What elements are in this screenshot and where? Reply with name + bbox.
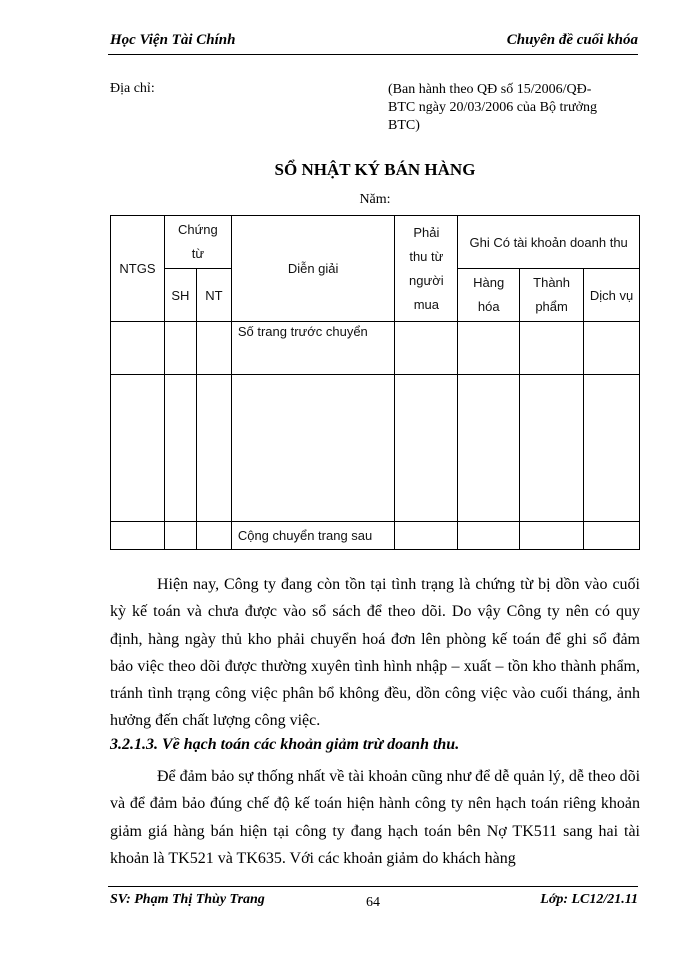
section-heading: 3.2.1.3. Về hạch toán các khoản giảm trừ doanh thu. bbox=[110, 736, 460, 753]
header-voucher-line: từ bbox=[191, 246, 205, 261]
decree-line: BTC) bbox=[388, 118, 420, 133]
year-label: Năm: bbox=[359, 192, 391, 207]
header-description: Diễn giải bbox=[231, 216, 395, 322]
table-cell bbox=[164, 522, 196, 550]
header-goods-line: Hàng bbox=[473, 275, 505, 290]
table-cell bbox=[584, 322, 640, 375]
table-cell bbox=[231, 375, 395, 522]
table-cell bbox=[458, 322, 520, 375]
decree-line: (Ban hành theo QĐ số 15/2006/QĐ- bbox=[388, 82, 592, 97]
row-carried-forward: Số trang trước chuyển bbox=[231, 322, 395, 375]
table-cell bbox=[164, 322, 196, 375]
header-goods bbox=[458, 269, 520, 322]
table-cell bbox=[584, 522, 640, 550]
header-sh: SH bbox=[164, 269, 196, 322]
header-credit-group: Ghi Có tài khoản doanh thu bbox=[458, 216, 640, 269]
page-header bbox=[108, 32, 638, 55]
table-cell bbox=[196, 522, 231, 550]
decree-line: BTC ngày 20/03/2006 của Bộ trưởng bbox=[388, 100, 598, 115]
table-cell bbox=[196, 375, 231, 522]
table-cell bbox=[458, 375, 520, 522]
table-cell bbox=[196, 322, 231, 375]
footer-page-number: 64 bbox=[366, 895, 380, 910]
page-footer bbox=[108, 886, 638, 915]
table-row bbox=[111, 375, 640, 522]
table-cell bbox=[111, 522, 165, 550]
header-products-line: Thành bbox=[533, 275, 571, 290]
table-cell bbox=[395, 522, 458, 550]
ledger-title: SỔ NHẬT KÝ BÁN HÀNG bbox=[274, 160, 476, 179]
header-voucher bbox=[164, 216, 231, 269]
footer-class: Lớp: LC12/21.11 bbox=[540, 892, 638, 907]
header-voucher-line: Chứng bbox=[177, 222, 218, 237]
address-label: Địa chỉ: bbox=[110, 81, 155, 96]
body-paragraph: Hiện nay, Công ty đang còn tồn tại tình trạng là chứng từ bị dồn vào cuối kỳ kế toán và chưa được vào sổ sách để theo dõi. Do vậy Công ty nên có quy định, hàng ngày thủ kho phải chuyển hoá đơn lên phòng kế toán để ghi sổ đảm bảo việc theo dõi được thường xuyên tình hình nhập – xuất – tồn kho thành phẩm, tránh tình trạng công việc phân bổ không đều, dồn công việc vào cuối tháng, ảnh hưởng đến chất lượng công việc. bbox=[110, 576, 640, 730]
body-paragraph: Để đảm bảo sự thống nhất về tài khoản cũng như để dễ quản lý, dễ theo dõi và để đảm bảo đúng chế độ kế toán hiện hành công ty nên hạch toán riêng khoản giảm giá hàng bán hiện tại công ty đang hạch toán bên Nợ TK511 sang hai tài khoản là TK521 và TK635. Với các khoản giảm do khách hàng bbox=[110, 768, 641, 867]
table-cell bbox=[111, 322, 165, 375]
table-cell bbox=[520, 522, 584, 550]
header-receivable-line: thu từ bbox=[409, 248, 444, 264]
header-receivable-line: mua bbox=[413, 296, 439, 312]
table-header-row bbox=[111, 216, 640, 269]
table-cell bbox=[164, 375, 196, 522]
header-services: Dịch vụ bbox=[584, 269, 640, 322]
header-nt: NT bbox=[196, 269, 231, 322]
row-carry-next: Cộng chuyển trang sau bbox=[231, 522, 395, 550]
table-cell bbox=[395, 375, 458, 522]
header-document-type: Chuyên đề cuối khóa bbox=[506, 32, 638, 48]
header-products bbox=[520, 269, 584, 322]
header-institution: Học Viện Tài Chính bbox=[110, 32, 236, 48]
sales-journal-table bbox=[110, 215, 640, 550]
table-cell bbox=[111, 375, 165, 522]
table-cell bbox=[520, 375, 584, 522]
header-receivable-line: người bbox=[409, 272, 444, 288]
table-cell bbox=[584, 375, 640, 522]
table-cell bbox=[458, 522, 520, 550]
header-receivable bbox=[395, 216, 458, 322]
table-cell bbox=[520, 322, 584, 375]
table-row bbox=[111, 322, 640, 375]
table-cell bbox=[395, 322, 458, 375]
header-products-line: phẩm bbox=[535, 299, 568, 314]
header-ntgs: NTGS bbox=[111, 216, 165, 322]
footer-student: SV: Phạm Thị Thùy Trang bbox=[110, 892, 265, 907]
decree-note bbox=[388, 81, 628, 135]
header-goods-line: hóa bbox=[477, 299, 500, 314]
header-receivable-line: Phải bbox=[413, 224, 440, 240]
table-row bbox=[111, 522, 640, 550]
